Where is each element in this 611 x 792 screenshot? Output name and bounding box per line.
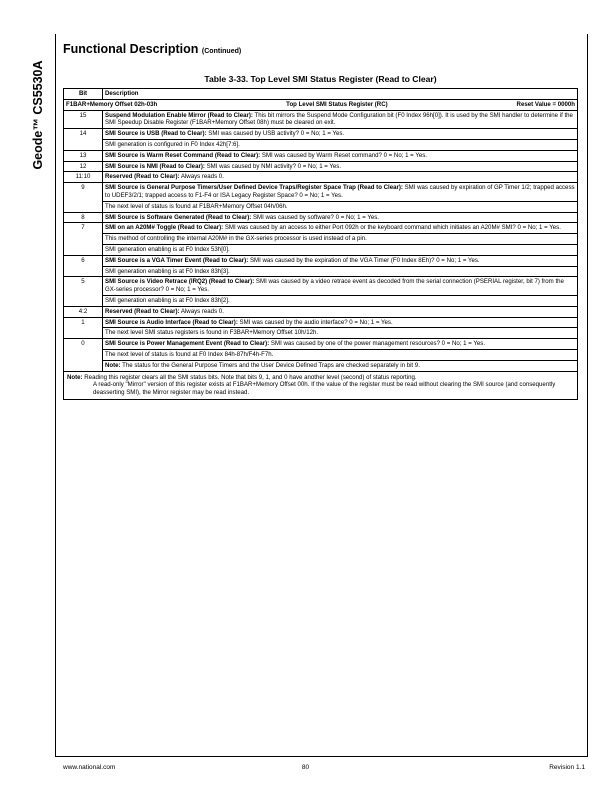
field-title: SMI Source is General Purpose Timers/User Defined Device Traps/Register Space Trap (Read to Clear):: [105, 184, 403, 192]
bit-cell: 9: [64, 183, 103, 212]
field-title: Reserved (Read to Clear):: [105, 307, 180, 315]
bit-cell: 5: [64, 277, 103, 306]
field-text: SMI was caused by NMI activity? 0 = No; 1 = Yes.: [204, 162, 342, 170]
table-row: [64, 212, 578, 223]
field-subtext: SMI generation enabling is at F0 Index 83h[2].: [103, 295, 577, 305]
field-text: This bit mirrors the Suspend Mode Configuration bit (F0 Index 96h[0]). It is used by the SMI handler to determine if the SMI Speedup Disable Register (F1BAR+Memory Offset 08h) must be cleared on exit.: [105, 111, 573, 127]
field-text: SMI was caused by the audio interface? 0 = No; 1 = Yes.: [237, 318, 393, 326]
bit-cell: 14: [64, 129, 103, 151]
field-title: Suspend Modulation Enable Mirror (Read to Clear):: [105, 111, 253, 119]
description-cell: [103, 223, 578, 255]
description-cell: [103, 129, 578, 151]
table-note-line-1: [67, 374, 574, 382]
field-text: Always reads 0.: [179, 173, 224, 181]
description-cell: [103, 110, 578, 129]
table-row: [64, 339, 578, 371]
description-cell: [103, 277, 578, 306]
register-reset-value: Reset Value = 0000h: [516, 100, 575, 108]
field-subtext: The next level of status is found at F1BAR+Memory Offset 04h/06h.: [103, 201, 577, 211]
description-cell: [103, 317, 578, 339]
bit-cell: 7: [64, 223, 103, 255]
field-subtext: SMI generation is configured in F0 Index 42h[7:6].: [103, 139, 577, 149]
table-row: [64, 223, 578, 255]
footer-revision: Revision 1.1: [549, 764, 585, 771]
bit-cell: 13: [64, 150, 103, 161]
heading-title: Functional Description: [63, 42, 199, 56]
field-subtext: The next level SMI status registers is found in F3BAR+Memory Offset 10h/12h.: [103, 327, 577, 337]
field-subtext: SMI generation enabling is at F0 Index 53h[0].: [103, 244, 577, 254]
table-row: [64, 110, 578, 129]
field-title: SMI Source is Audio Interface (Read to Clear):: [105, 318, 238, 326]
field-title: SMI Source is USB (Read to Clear):: [105, 130, 207, 138]
page-heading: [63, 42, 241, 56]
description-cell: [103, 306, 578, 317]
bit-cell: 4:2: [64, 306, 103, 317]
table-row: [64, 150, 578, 161]
field-title: SMI Source is NMI (Read to Clear):: [105, 162, 205, 170]
table-header-row: [64, 89, 578, 100]
column-header-bit: Bit: [64, 89, 103, 100]
bit-cell: 0: [64, 339, 103, 371]
sidebar-product-label: [26, 30, 50, 210]
field-note-text: The status for the General Purpose Timers and the User Device Defined Traps are checked separately in bit 9.: [120, 361, 420, 369]
field-text: SMI was caused by Warm Reset command? 0 = No; 1 = Yes.: [260, 151, 427, 159]
table-row: [64, 255, 578, 277]
table-row: [64, 306, 578, 317]
field-text: SMI was caused by expiration of GP Timer 1/2; trapped access to UDEF3/2/1; trapped access to F1-F4 or ISA Legacy Register Space? 0 = No; 1 = Yes.: [105, 184, 575, 199]
field-text: SMI was caused by one of the power management resources? 0 = No; 1 = Yes.: [269, 340, 486, 348]
heading-continued: (Continued): [201, 48, 242, 55]
register-offset: F1BAR+Memory Offset 02h-03h: [66, 100, 158, 108]
description-cell: [103, 255, 578, 277]
field-note: [103, 360, 577, 370]
table-row: [64, 183, 578, 212]
description-cell: [103, 172, 578, 183]
field-subtext: The next level of status is found at F0 Index 84h-87h/F4h-F7h.: [103, 349, 577, 359]
table-row: [64, 161, 578, 172]
table-note-row: [64, 371, 578, 399]
table-note-text-1: Reading this register clears all the SMI status bits. Note that bits 9, 1, and 0 have another level (second) of status reporting.: [84, 373, 417, 381]
bit-cell: 8: [64, 212, 103, 223]
field-note-label: Note:: [105, 361, 121, 369]
field-title: SMI Source is a VGA Timer Event (Read to Clear):: [105, 256, 249, 264]
field-text: SMI was caused by an access to either Port 092h or the keyboard command which initiates an A20M# SMI? 0 = No; 1 = Yes.: [223, 224, 561, 232]
field-text: SMI was caused by a video retrace event as decoded from the serial connection (PSERIAL register, bit 7) from the GX-series processor? 0 = No; 1 = Yes.: [105, 278, 564, 294]
field-title: SMI Source is Software Generated (Read to Clear):: [105, 213, 252, 221]
description-cell: [103, 161, 578, 172]
table-note-text-2: A read-only "Mirror" version of this register exists at F1BAR+Memory Offset 00h. If the value of the register must be read without clearing the SMI source (and consequently deasserting SMI), the Mirror register may be read instead.: [93, 381, 556, 397]
register-name: Top Level SMI Status Register (RC): [286, 100, 388, 108]
column-header-description: Description: [103, 89, 578, 100]
field-title: SMI on an A20M# Toggle (Read to Clear):: [105, 224, 224, 232]
footer-website: www.national.com: [63, 764, 116, 771]
description-cell: [103, 339, 578, 371]
field-text: SMI was caused by the expiration of the VGA Timer (F0 Index 8Eh)? 0 = No; 1 = Yes.: [248, 256, 480, 264]
bit-cell: 15: [64, 110, 103, 129]
table-row: [64, 277, 578, 306]
field-text: SMI was caused by software? 0 = No; 1 = Yes.: [251, 213, 379, 221]
table-row: [64, 172, 578, 183]
field-title: SMI Source is Warm Reset Command (Read to Clear):: [105, 151, 261, 159]
product-name: Geode™ CS5530A: [31, 60, 45, 170]
table-note-label: Note:: [67, 373, 83, 381]
table-row: [64, 129, 578, 151]
bit-cell: 11:10: [64, 172, 103, 183]
bit-cell: 1: [64, 317, 103, 339]
table-title: Table 3-33. Top Level SMI Status Register (Read to Clear): [204, 74, 437, 84]
register-table: [63, 88, 578, 400]
description-cell: [103, 150, 578, 161]
field-title: SMI Source is Video Retrace (IRQ2) (Read to Clear):: [105, 278, 255, 286]
table-row: [64, 317, 578, 339]
field-text: SMI was caused by USB activity? 0 = No; 1 = Yes.: [206, 130, 345, 138]
description-cell: [103, 183, 578, 212]
footer-page-number: 80: [301, 764, 310, 771]
bit-cell: 6: [64, 255, 103, 277]
bit-cell: 12: [64, 161, 103, 172]
field-subtext: This method of controlling the internal A20M# in the GX-series processor is used instead of a pin.: [103, 233, 577, 243]
field-title: Reserved (Read to Clear):: [105, 173, 180, 181]
field-title: SMI Source is Power Management Event (Read to Clear):: [105, 340, 270, 348]
field-text: Always reads 0.: [179, 307, 224, 315]
register-header-row: [64, 99, 578, 110]
description-cell: [103, 212, 578, 223]
field-subtext: SMI generation enabling is at F0 Index 83h[3].: [103, 266, 577, 276]
